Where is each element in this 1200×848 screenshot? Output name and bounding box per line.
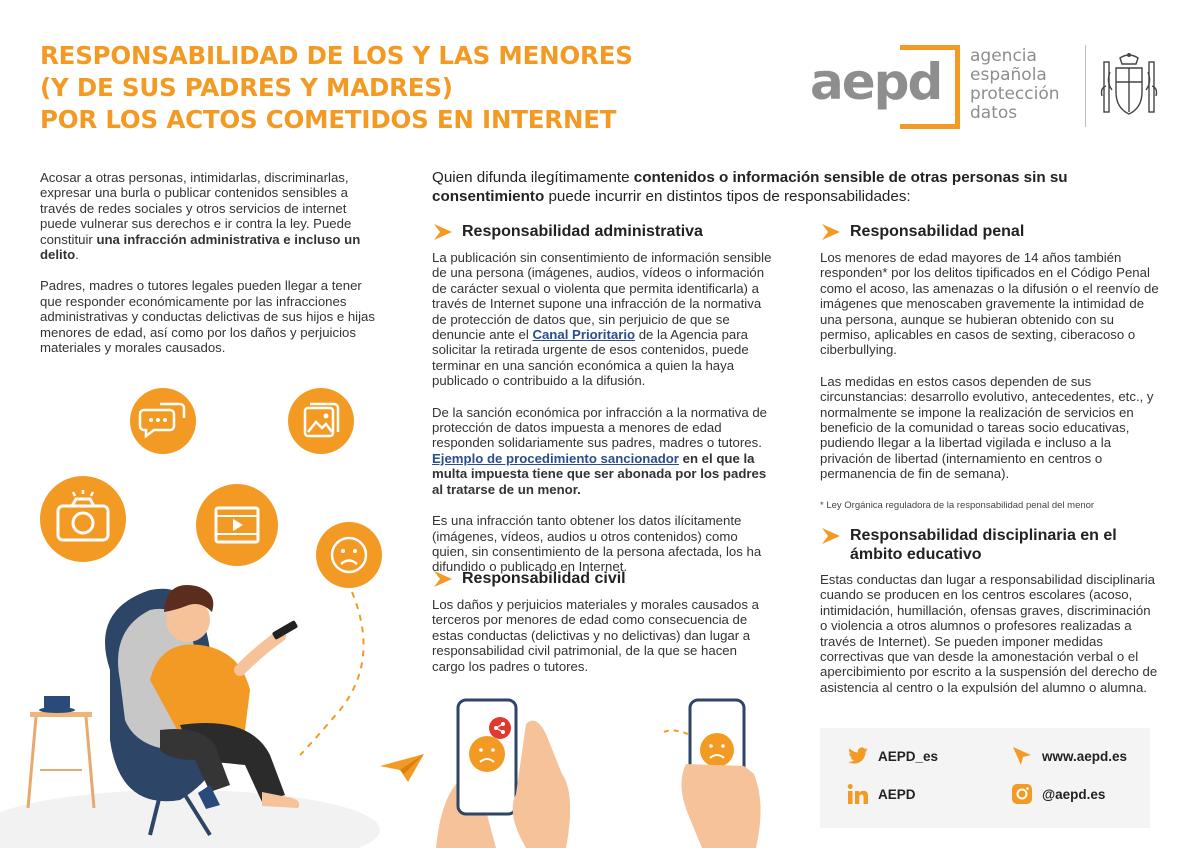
linkedin-link[interactable]: AEPD	[846, 782, 916, 806]
twitter-icon	[846, 744, 870, 768]
heading-civil: Responsabilidad civil	[432, 569, 772, 589]
section-administrativa	[432, 222, 772, 575]
image-circle	[288, 388, 354, 454]
section-disciplinaria	[820, 526, 1160, 695]
heading-disciplinaria: Responsabilidad disciplinaria en el ámbito educativo	[820, 526, 1160, 564]
canal-prioritario-link[interactable]: Canal Prioritario	[532, 327, 636, 343]
heading-administrativa: Responsabilidad administrativa	[432, 222, 772, 242]
section-penal	[820, 222, 1160, 511]
image-icon	[288, 388, 354, 454]
chevron-right-icon	[820, 222, 842, 242]
coat-of-arms-icon	[1098, 52, 1160, 122]
administrativa-paragraph-3: Es una infracción tanto obtener los datos ilícitamente (imágenes, vídeos, audios u otros contenidos) como quien, sin consentimiento de la persona afectada, los ha difundido o publicado en Internet.	[432, 513, 762, 575]
twitter-link[interactable]: AEPD_es	[846, 744, 938, 768]
chevron-right-icon	[432, 569, 454, 589]
phones-illustration	[436, 694, 786, 848]
civil-paragraph-1: Los daños y perjuicios materiales y morales causados a terceros por menores de edad como consecuencia de estas conductas (delictivas y no delictivas) dan lugar a responsabilidad civil patrimonial, de la que se hacen cargo los padres o tutores.	[432, 597, 759, 674]
section-civil	[432, 569, 772, 674]
intro-paragraph-1: Acosar a otras personas, intimidarlas, discriminarlas, expresar una burla o publicar contenidos sensibles a través de redes sociales y otros servicios de internet puede vulnerar sus derechos e ir contra la ley. Puede constituir una infracción administrativa e incluso un delito.	[40, 170, 361, 263]
instagram-icon	[1010, 782, 1034, 806]
procedimiento-sancionador-link[interactable]: Ejemplo de procedimiento sancionador	[432, 450, 679, 466]
intro-paragraph-2: Padres, madres o tutores legales pueden llegar a tener que responder económicamente por las infracciones administrativas y conductas delictivas de sus hijos e hijas menores de edad, así como por los daños y perjuicios materiales y morales causados.	[40, 278, 375, 356]
penal-paragraph-2: Las medidas en estos casos dependen de sus circunstancias: desarrollo evolutivo, antecedentes, etc., y normalmente se impone la realización de servicios en beneficio de la comunidad o tareas socio educativas, pudiendo llegar a la libertad vigilada e incluso a la privación de libertad (internamiento en centros o permanencia de fin de semana).	[820, 373, 1154, 482]
boy-in-chair-illustration	[0, 540, 432, 848]
social-links-box	[820, 728, 1150, 828]
chat-bubble-circle	[130, 388, 196, 454]
chat-icon	[130, 388, 196, 454]
heading-penal: Responsabilidad penal	[820, 222, 1160, 242]
chevron-right-icon	[820, 526, 842, 546]
lead-sentence: Quien difunda ilegítimamente contenidos o información sensible de otras personas sin su consentimiento puede incurrir en distintos tipos de responsabilidades:	[432, 169, 1068, 205]
linkedin-icon	[846, 782, 870, 806]
website-link[interactable]: www.aepd.es	[1010, 744, 1127, 768]
administrativa-paragraph-2: De la sanción económica por infracción a la normativa de protección de datos impuesta a menores de edad responden solidariamente sus padres, madres o tutores. Ejemplo de procedimiento sancionador en el que la multa impuesta tiene que ser abonada por los padres al tratarse de un menor.	[432, 404, 767, 497]
logo-text: agencia española protección datos	[970, 46, 1060, 123]
chevron-right-icon	[432, 222, 454, 242]
page-title: RESPONSABILIDAD DE LOS Y LAS MENORES (Y DE SUS PADRES Y MADRES) POR LOS ACTOS COMETIDOS EN INTERNET	[40, 41, 633, 134]
cursor-arrow-icon	[1010, 744, 1034, 768]
logo-bracket	[900, 45, 960, 129]
logo-divider	[1085, 45, 1086, 127]
instagram-link[interactable]: @aepd.es	[1010, 782, 1105, 806]
paper-plane-icon	[378, 752, 426, 784]
disciplinaria-paragraph-1: Estas conductas dan lugar a responsabilidad disciplinaria cuando se producen en los centros escolares (acoso, intimidación, humillación, ofensas graves, discriminación o violencia a otros alumnos o profesores realizadas a través de Internet). Se pueden imponer medidas correctivas que van desde la amonestación verbal o el apercibimiento por escrito a la suspensión del derecho de asistencia al centro o la expulsión del alumno o alumna.	[820, 572, 1158, 695]
intro-text	[40, 170, 385, 371]
penal-footnote: * Ley Orgánica reguladora de la responsabilidad penal del menor	[820, 499, 1095, 511]
aepd-logo[interactable]: aepd agencia española protección datos	[810, 45, 1080, 130]
penal-paragraph-1: Los menores de edad mayores de 14 años también responden* por los delitos tipificados en el Código Penal como el acoso, las amenazas o la difusión o el reenvío de imágenes que menoscaben gravemente la intimidad de una persona, aunque se hubieran obtenido con su permiso, aplicables en casos de sexting, ciberacoso o ciberbullying.	[820, 250, 1159, 358]
administrativa-paragraph-1: La publicación sin consentimiento de información sensible de una persona (imágenes, audios, vídeos o información de carácter sexual o violenta que permita identificarla) a través de Internet supone una infracción de la normativa de protección de datos que, sin perjuicio de que se denuncie ante el Canal Prioritario de la Agencia para solicitar la retirada urgente de esos contenidos, puede terminar en una sanción económica a quien la haya publicado o contribuido a la difusión.	[432, 250, 772, 389]
